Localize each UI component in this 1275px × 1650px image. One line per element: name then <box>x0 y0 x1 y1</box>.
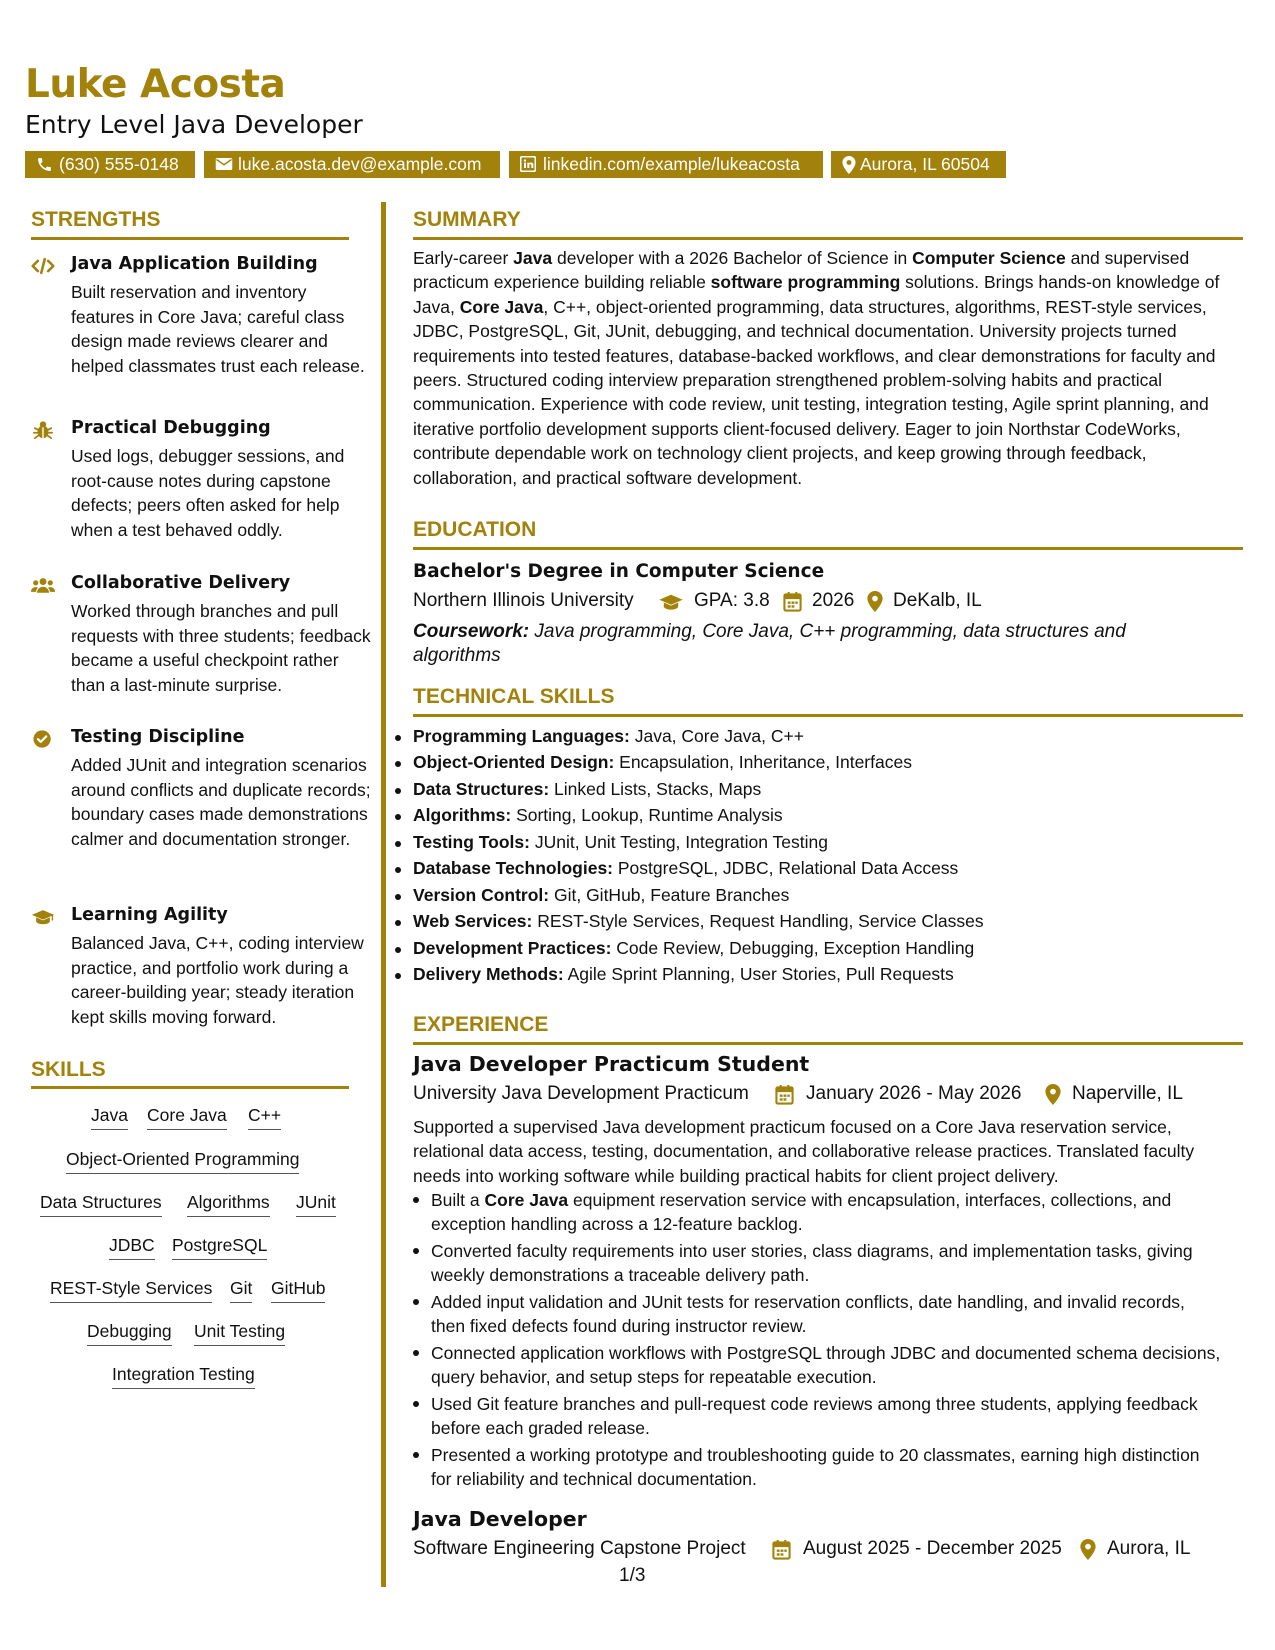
skill-tag: Unit Testing <box>194 1321 285 1346</box>
job-meta <box>413 1538 1243 1562</box>
coursework <box>413 620 1203 668</box>
skill-category: Version Control: <box>413 885 550 905</box>
strength-item <box>31 905 364 1055</box>
gpa-text: GPA: 3.8 <box>694 590 770 611</box>
strength-title: Practical Debugging <box>71 418 271 438</box>
skill-values: JUnit, Unit Testing, Integration Testing <box>529 832 828 852</box>
technical-skill-item <box>413 805 783 826</box>
strength-text: Built reservation and inventory features in Core Java; careful class design made reviews clearer and helped classmates trust each release. <box>71 282 365 376</box>
linkedin-chip[interactable] <box>509 151 823 178</box>
bullet-text: Added input validation and JUnit tests for reservation conflicts, date handling, and invalid records, then fixed defects found during instructor review. <box>431 1292 1185 1337</box>
skill-values: Java, Core Java, C++ <box>629 726 804 746</box>
calendar-icon <box>772 1539 791 1560</box>
bullet-text: Converted faculty requirements into user stories, class diagrams, and implementation tasks, giving weekly demonstrations a traceable delivery path. <box>431 1241 1193 1286</box>
job-org: Software Engineering Capstone Project <box>413 1538 746 1559</box>
school-location: DeKalb, IL <box>893 590 982 611</box>
skill-category: Development Practices: <box>413 938 612 958</box>
envelope-icon <box>215 156 233 172</box>
skill-tag: Object-Oriented Programming <box>66 1149 299 1174</box>
phone-chip[interactable] <box>25 151 195 178</box>
skill-values: Code Review, Debugging, Exception Handling <box>611 938 975 958</box>
technical-skill-item <box>413 779 761 800</box>
skill-tag: PostgreSQL <box>172 1235 267 1260</box>
linkedin-icon <box>520 156 536 172</box>
bullet-text: Presented a working prototype and troubleshooting guide to 20 classmates, earning high distinction for reliability and technical documentation. <box>431 1445 1200 1490</box>
degree-title: Bachelor's Degree in Computer Science <box>413 561 825 582</box>
coursework-label: Coursework: <box>413 621 530 642</box>
skill-tag: JUnit <box>296 1192 336 1217</box>
linkedin-text: linkedin.com/example/lukeacosta <box>543 154 800 174</box>
skill-tag: C++ <box>248 1105 281 1130</box>
job-meta <box>413 1083 1243 1107</box>
strength-item <box>31 418 361 568</box>
coursework-text: Java programming, Core Java, C++ programming, data structures and algorithms <box>413 621 1126 666</box>
job-bullet <box>431 1392 1221 1441</box>
skill-category: Database Technologies: <box>413 858 614 878</box>
skill-values: Git, GitHub, Feature Branches <box>549 885 790 905</box>
summary-segment: Early-career <box>413 248 514 268</box>
skill-category: Data Structures: <box>413 779 550 799</box>
bullet-text: Built a <box>431 1190 485 1210</box>
summary-segment: solutions. Brings hands-on knowledge of Java, <box>413 272 1220 317</box>
bullet-keyword: Core Java <box>484 1190 569 1210</box>
skill-tag: Core Java <box>147 1105 227 1130</box>
map-pin-icon <box>1080 1539 1096 1560</box>
strength-text: Added JUnit and integration scenarios around conflicts and duplicate records; boundary cases made demonstrations calmer and documentation stronger. <box>71 755 371 849</box>
strength-text: Worked through branches and pull requests with three students; feedback became a useful checkpoint rather than a last-minute surprise. <box>71 601 371 695</box>
job-org: University Java Development Practicum <box>413 1083 749 1104</box>
users-icon <box>31 575 55 595</box>
summary-rule <box>413 237 1243 240</box>
skill-tag: Data Structures <box>40 1192 162 1217</box>
job-bullet <box>431 1239 1221 1288</box>
email-chip[interactable] <box>204 151 500 178</box>
skill-values: Agile Sprint Planning, User Stories, Pull Requests <box>563 964 954 984</box>
strengths-rule <box>31 237 349 240</box>
strengths-heading: STRENGTHS <box>31 208 161 231</box>
bullet-text: Connected application workflows with PostgreSQL through JDBC and documented schema decisions, query behavior, and setup steps for repeatable execution. <box>431 1343 1221 1388</box>
technical-skill-item <box>413 832 828 853</box>
strength-item <box>31 254 365 404</box>
technical-skills-rule <box>413 714 1243 717</box>
location-text: Aurora, IL 60504 <box>860 154 990 174</box>
job-location: Naperville, IL <box>1072 1083 1183 1104</box>
experience-heading: EXPERIENCE <box>413 1013 549 1036</box>
skill-tag: Java <box>91 1105 128 1130</box>
education-rule <box>413 547 1243 550</box>
strength-item <box>31 573 371 723</box>
graduation-cap-icon <box>658 593 684 611</box>
skill-category: Object-Oriented Design: <box>413 752 615 772</box>
column-divider <box>381 202 386 1587</box>
strength-title: Collaborative Delivery <box>71 573 291 593</box>
school-name: Northern Illinois University <box>413 590 634 611</box>
strength-title: Testing Discipline <box>71 727 245 747</box>
technical-skill-item <box>413 752 912 773</box>
skill-tag: GitHub <box>271 1278 325 1303</box>
candidate-title: Entry Level Java Developer <box>25 110 363 139</box>
job-location: Aurora, IL <box>1107 1538 1191 1559</box>
education-heading: EDUCATION <box>413 518 537 541</box>
skill-category: Algorithms: <box>413 805 512 825</box>
job-bullet <box>431 1341 1221 1390</box>
email-text: luke.acosta.dev@example.com <box>238 154 482 174</box>
skills-heading: SKILLS <box>31 1058 106 1081</box>
skill-tag: JDBC <box>109 1235 155 1260</box>
location-chip <box>831 151 1006 178</box>
job-dates: August 2025 - December 2025 <box>803 1538 1062 1559</box>
skill-values: Sorting, Lookup, Runtime Analysis <box>511 805 783 825</box>
summary-segment: and supervised practicum experience building reliable <box>413 248 1190 293</box>
strength-text: Used logs, debugger sessions, and root-cause notes during capstone defects; peers often asked for help when a test behaved oddly. <box>71 446 345 540</box>
summary-heading: SUMMARY <box>413 208 521 231</box>
bullet-text: Used Git feature branches and pull-request code reviews among three students, applying feedback before each graded release. <box>431 1394 1198 1439</box>
job-title: Java Developer Practicum Student <box>413 1052 810 1076</box>
summary-keyword: software programming <box>710 272 901 293</box>
phone-text: (630) 555-0148 <box>59 154 179 174</box>
skill-tag: Algorithms <box>187 1192 270 1217</box>
skill-category: Delivery Methods: <box>413 964 564 984</box>
summary-keyword: Computer Science <box>912 248 1066 268</box>
skill-values: PostgreSQL, JDBC, Relational Data Access <box>613 858 959 878</box>
job-summary: Supported a supervised Java development practicum focused on a Core Java reservation service, relational data access, testing, documentation, and collaborative release practices. Translated faculty needs into working software while building practical habits for client project delivery. <box>413 1117 1195 1186</box>
summary-text <box>413 246 1243 490</box>
code-icon <box>31 256 55 276</box>
strength-title: Java Application Building <box>71 254 318 274</box>
skill-tag: Git <box>230 1278 252 1303</box>
summary-keyword: Java <box>513 248 553 268</box>
phone-icon <box>36 156 53 173</box>
skill-values: Linked Lists, Stacks, Maps <box>549 779 762 799</box>
skill-category: Web Services: <box>413 911 533 931</box>
check-circle-icon <box>31 729 55 749</box>
education-meta <box>413 590 1243 614</box>
job-bullet <box>431 1443 1221 1492</box>
graduation-cap-icon <box>31 907 55 927</box>
job-dates: January 2026 - May 2026 <box>806 1083 1022 1104</box>
strength-item <box>31 727 371 897</box>
calendar-icon <box>783 591 802 612</box>
summary-keyword: Core Java <box>459 296 544 317</box>
skill-values: REST-Style Services, Request Handling, Service Classes <box>532 911 984 931</box>
job-bullet <box>431 1188 1221 1237</box>
skill-category: Programming Languages: <box>413 726 630 746</box>
skill-tag: Debugging <box>87 1321 172 1346</box>
map-pin-icon <box>842 156 856 174</box>
graduation-year: 2026 <box>812 590 855 611</box>
technical-skill-item <box>413 938 974 959</box>
technical-skill-item <box>413 911 984 932</box>
technical-skills-heading: TECHNICAL SKILLS <box>413 685 615 708</box>
skill-values: Encapsulation, Inheritance, Interfaces <box>614 752 912 772</box>
map-pin-icon <box>1045 1084 1061 1105</box>
summary-segment: developer with a 2026 Bachelor of Science in <box>552 248 913 268</box>
bullet-text: equipment reservation service with encapsulation, interfaces, collections, and exception handling across a 12-feature backlog. <box>431 1190 1172 1235</box>
skills-rule <box>31 1086 349 1089</box>
bug-icon <box>31 420 55 440</box>
candidate-name: Luke Acosta <box>25 62 286 107</box>
job-title: Java Developer <box>413 1507 587 1531</box>
map-pin-icon <box>867 591 883 612</box>
strength-title: Learning Agility <box>71 905 228 925</box>
technical-skill-item <box>413 885 789 906</box>
skill-tag: REST-Style Services <box>50 1278 212 1303</box>
strength-text: Balanced Java, C++, coding interview practice, and portfolio work during a career-building year; steady iteration kept skills moving forward. <box>71 933 364 1027</box>
page-number: 1/3 <box>619 1565 646 1586</box>
skill-tag: Integration Testing <box>112 1364 255 1389</box>
technical-skill-item <box>413 726 804 747</box>
job-bullet <box>431 1290 1221 1339</box>
calendar-icon <box>775 1084 794 1105</box>
skill-category: Testing Tools: <box>413 832 530 852</box>
experience-rule <box>413 1042 1243 1045</box>
technical-skill-item <box>413 964 954 985</box>
summary-segment: , C++, object-oriented programming, data structures, algorithms, REST-style services, JDBC, PostgreSQL, Git, JUnit, debugging, and technical documentation. University projects turned requirements into tested features, database-backed workflows, and clear demonstrations for faculty and peers. Structured coding interview preparation strengthened problem-solving habits and practical communication. Experience with code review, unit testing, integration testing, Agile sprint planning, and iterative portfolio development supports client-focused delivery. Eager to join Northstar CodeWorks, contribute dependable work on technology client projects, and keep growing through feedback, collaboration, and practical software development. <box>413 296 1216 488</box>
technical-skill-item <box>413 858 958 879</box>
